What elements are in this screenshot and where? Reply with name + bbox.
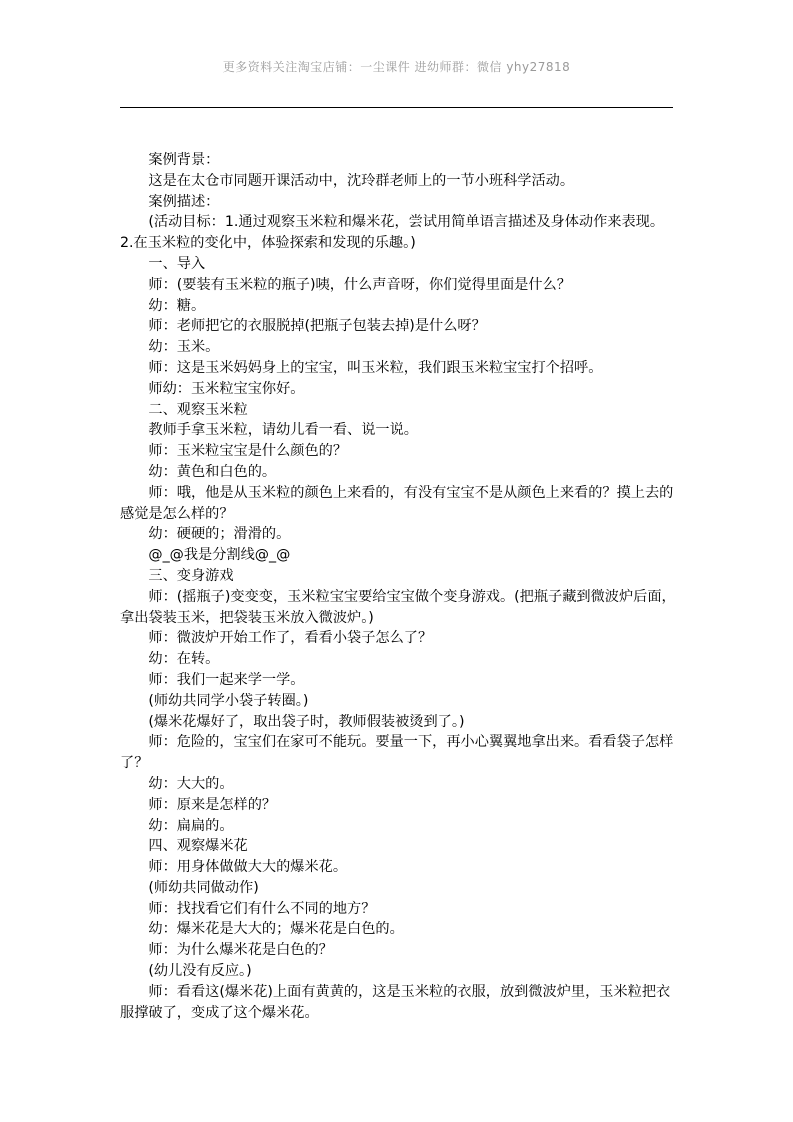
paragraph: (幼儿没有反应。): [148, 963, 252, 980]
paragraph: 师：玉米粒宝宝是什么颜色的？: [148, 443, 348, 460]
paragraph: 幼：玉米。: [148, 339, 220, 356]
paragraph: 师：哦，他是从玉米粒的颜色上来看的，有没有宝宝不是从颜色上来看的？摸上去的感觉是怎么样的？: [120, 484, 674, 522]
paragraph: 师：老师把它的衣服脱掉(把瓶子包装去掉)是什么呀？: [148, 318, 486, 335]
page-header-text: 更多资料关注淘宝店铺：一尘课件 进幼师群：微信 yhy27818: [222, 60, 571, 74]
paragraph: 案例背景：: [148, 152, 220, 168]
paragraph: (活动目标：1.通过观察玉米粒和爆米花，尝试用简单语言描述及身体动作来表现。2.在玉米粒的变化中，体验探索和发现的乐趣。): [120, 214, 665, 252]
paragraph: (爆米花爆好了，取出袋子时，教师假装被烫到了。): [148, 713, 465, 730]
section-heading: 一、导入: [148, 255, 206, 272]
paragraph: 师：看看这(爆米花)上面有黄黄的，这是玉米粒的衣服，放到微波炉里，玉米粒把衣服撑破了，变成了这个爆米花。: [120, 983, 671, 1021]
paragraph: 幼：黄色和白色的。: [148, 463, 277, 480]
header-divider: [120, 107, 673, 108]
paragraph: 这是在太仓市同题开课活动中，沈玲群老师上的一节小班科学活动。: [148, 172, 575, 189]
paragraph: (师幼共同做动作): [148, 879, 259, 896]
paragraph: 教师手拿玉米粒，请幼儿看一看、说一说。: [148, 422, 418, 439]
paragraph: 师：危险的，宝宝们在家可不能玩。要量一下，再小心翼翼地拿出来。看看袋子怎样了？: [120, 734, 674, 772]
section-heading: 三、变身游戏: [148, 567, 234, 584]
paragraph: 师：为什么爆米花是白色的？: [148, 942, 333, 959]
document-body: [120, 150, 676, 1023]
paragraph: 幼：糖。: [148, 297, 206, 314]
paragraph: 幼：爆米花是大大的；爆米花是白色的。: [148, 921, 404, 938]
paragraph: (师幼共同学小袋子转圈。): [148, 692, 309, 709]
paragraph: 师：原来是怎样的？: [148, 796, 277, 813]
paragraph: 师：微波炉开始工作了，看看小袋子怎么了？: [148, 630, 433, 647]
separator-line: @_@我是分割线@_@: [148, 547, 291, 564]
paragraph: 幼：硬硬的；滑滑的。: [148, 526, 291, 543]
paragraph: 案例描述：: [148, 193, 220, 210]
paragraph: 师：这是玉米妈妈身上的宝宝，叫玉米粒，我们跟玉米粒宝宝打个招呼。: [148, 359, 603, 376]
paragraph: 师幼：玉米粒宝宝你好。: [148, 380, 305, 397]
paragraph: 幼：扁扁的。: [148, 817, 234, 834]
section-heading: 四、观察爆米花: [148, 838, 248, 855]
section-heading: 二、观察玉米粒: [148, 401, 248, 418]
paragraph: 幼：大大的。: [148, 775, 234, 792]
paragraph: 师：我们一起来学一学。: [148, 671, 305, 688]
paragraph: 师：用身体做做大大的爆米花。: [148, 859, 348, 876]
paragraph: 师：找找看它们有什么不同的地方？: [148, 900, 376, 917]
paragraph: 幼：在转。: [148, 651, 220, 668]
paragraph: 师：(摇瓶子)变变变，玉米粒宝宝要给宝宝做个变身游戏。(把瓶子藏到微波炉后面，拿出袋装玉米，把袋装玉米放入微波炉。): [120, 588, 676, 626]
paragraph: 师：(要装有玉米粒的瓶子)咦，什么声音呀，你们觉得里面是什么？: [148, 276, 571, 293]
